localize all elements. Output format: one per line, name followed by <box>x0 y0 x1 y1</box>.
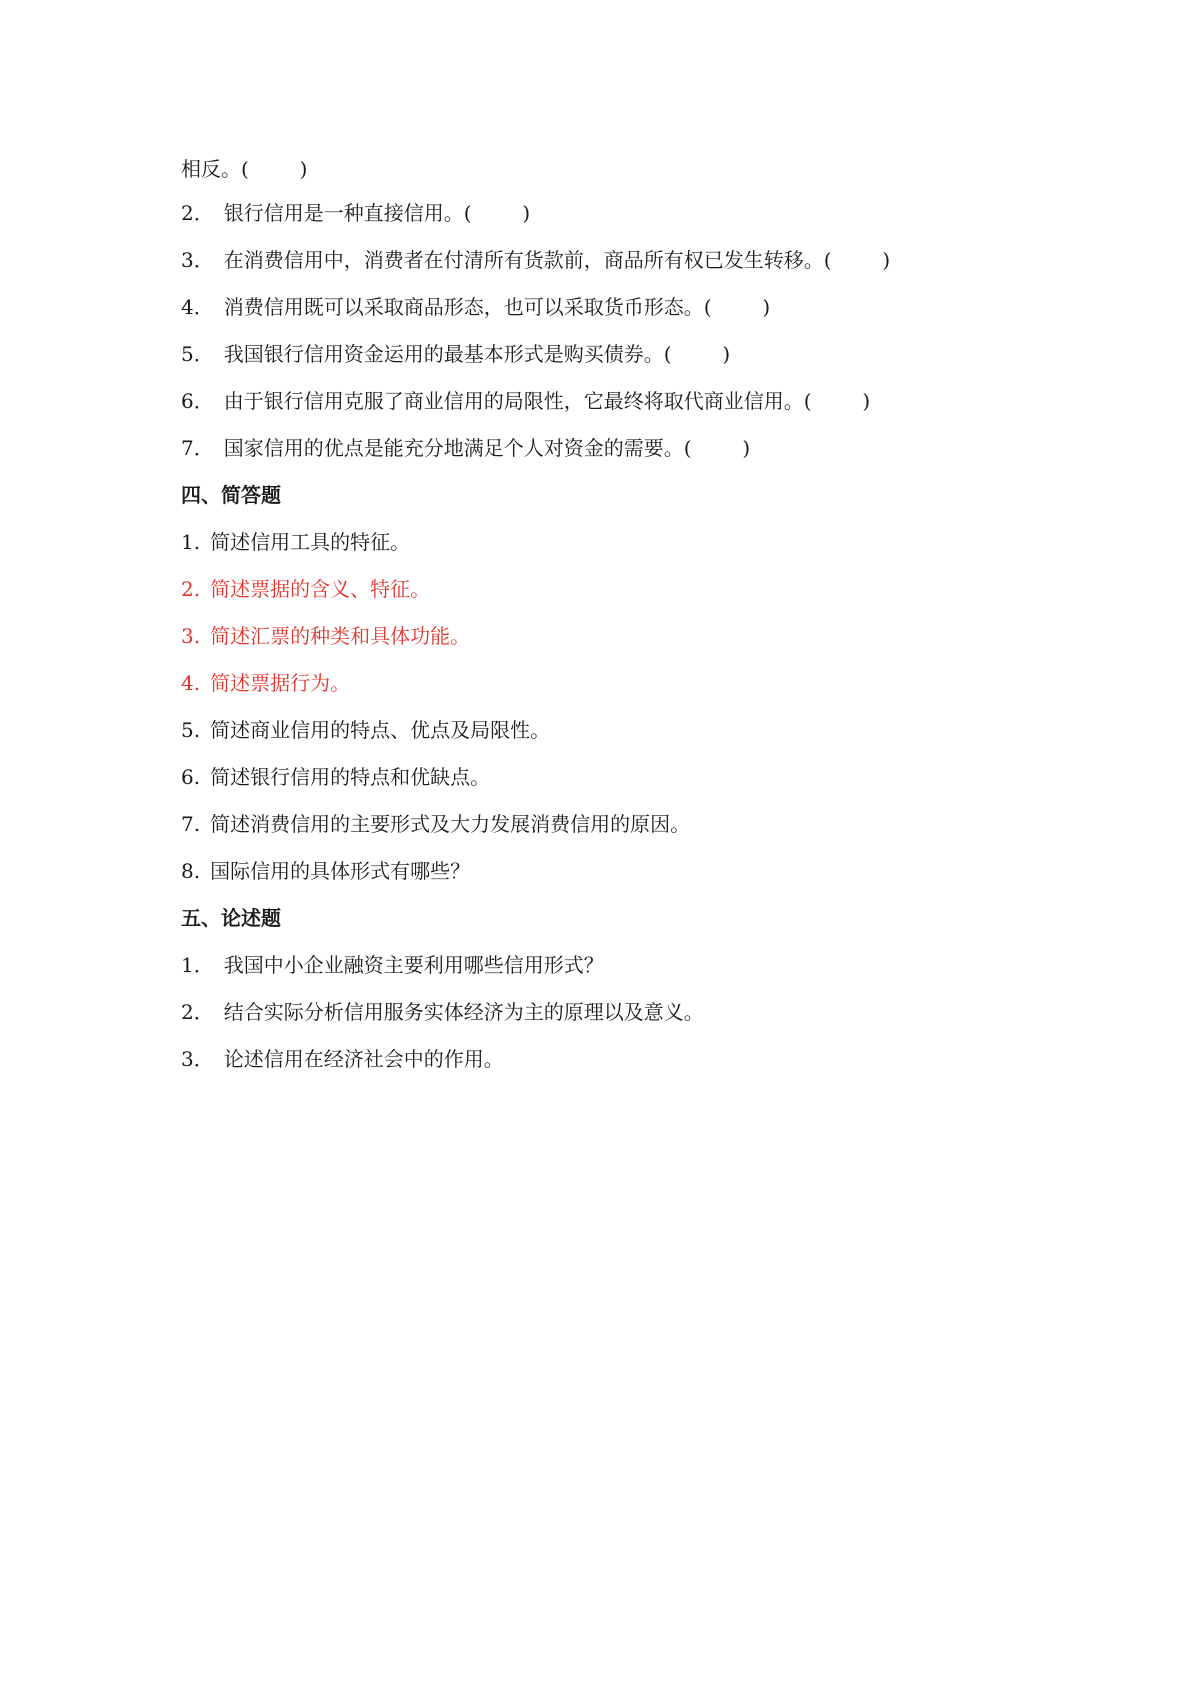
section-heading-short-answer: 四、简答题 <box>181 483 281 507</box>
item-number: 2． <box>181 201 214 225</box>
item-text: 简述汇票的种类和具体功能。 <box>210 624 471 648</box>
answer-paren-close: ) <box>299 157 308 181</box>
short-answer-item <box>181 519 1041 566</box>
item-number: 3. <box>181 624 201 648</box>
item-text: 简述信用工具的特征。 <box>210 530 411 554</box>
item-number: 8. <box>181 859 201 883</box>
short-answer-item-highlighted <box>181 613 1041 660</box>
item-text: 在消费信用中，消费者在付清所有货款前，商品所有权已发生转移。( <box>223 248 832 272</box>
item-number: 2． <box>181 1000 214 1024</box>
judgement-item <box>181 331 1041 378</box>
item-number: 7. <box>181 812 201 836</box>
item-number: 3． <box>181 248 214 272</box>
answer-paren-close: ) <box>862 389 871 413</box>
essay-item <box>181 989 1041 1036</box>
essay-item <box>181 942 1041 989</box>
item-number: 5. <box>181 718 201 742</box>
item-text: 我国银行信用资金运用的最基本形式是购买债券。( <box>223 342 672 366</box>
judgement-item <box>181 425 1041 472</box>
item-text: 消费信用既可以采取商品形态，也可以采取货币形态。( <box>223 295 712 319</box>
judgement-item <box>181 284 1041 331</box>
document-content <box>181 148 1041 1083</box>
item-number: 2. <box>181 577 201 601</box>
section-heading-essay: 五、论述题 <box>181 906 281 930</box>
item-number: 5． <box>181 342 214 366</box>
judgement-item <box>181 378 1041 425</box>
answer-paren-close: ) <box>882 248 891 272</box>
item-text: 简述银行信用的特点和优缺点。 <box>210 765 491 789</box>
item-number: 1. <box>181 530 201 554</box>
item-number: 3． <box>181 1047 214 1071</box>
short-answer-item-highlighted <box>181 660 1041 707</box>
short-answer-item <box>181 707 1041 754</box>
short-answer-item <box>181 754 1041 801</box>
item-number: 1． <box>181 953 214 977</box>
item-text: 我国中小企业融资主要利用哪些信用形式？ <box>223 953 604 977</box>
item-text: 简述票据行为。 <box>210 671 351 695</box>
item-text: 国家信用的优点是能充分地满足个人对资金的需要。( <box>223 436 692 460</box>
item-text: 国际信用的具体形式有哪些？ <box>210 859 471 883</box>
item-text: 简述商业信用的特点、优点及局限性。 <box>210 718 551 742</box>
answer-paren-close: ) <box>522 201 531 225</box>
item-text: 银行信用是一种直接信用。( <box>223 201 472 225</box>
short-answer-item <box>181 848 1041 895</box>
answer-paren-close: ) <box>722 342 731 366</box>
item-text: 简述消费信用的主要形式及大力发展消费信用的原因。 <box>210 812 691 836</box>
short-answer-item <box>181 801 1041 848</box>
item-text: 简述票据的含义、特征。 <box>210 577 431 601</box>
item-number: 6． <box>181 389 214 413</box>
judgement-item <box>181 237 1041 284</box>
judgement-item <box>181 190 1041 237</box>
answer-paren-close: ) <box>762 295 771 319</box>
item-text: 结合实际分析信用服务实体经济为主的原理以及意义。 <box>223 1000 704 1024</box>
essay-item <box>181 1036 1041 1083</box>
item-text: 由于银行信用克服了商业信用的局限性，它最终将取代商业信用。( <box>223 389 812 413</box>
item-number: 4. <box>181 671 201 695</box>
item-number: 6. <box>181 765 201 789</box>
continuation-text: 相反。( <box>181 157 249 181</box>
short-answer-item-highlighted <box>181 566 1041 613</box>
item-number: 7． <box>181 436 214 460</box>
continuation-line <box>181 148 1041 190</box>
item-number: 4． <box>181 295 214 319</box>
item-text: 论述信用在经济社会中的作用。 <box>223 1047 504 1071</box>
answer-paren-close: ) <box>742 436 751 460</box>
